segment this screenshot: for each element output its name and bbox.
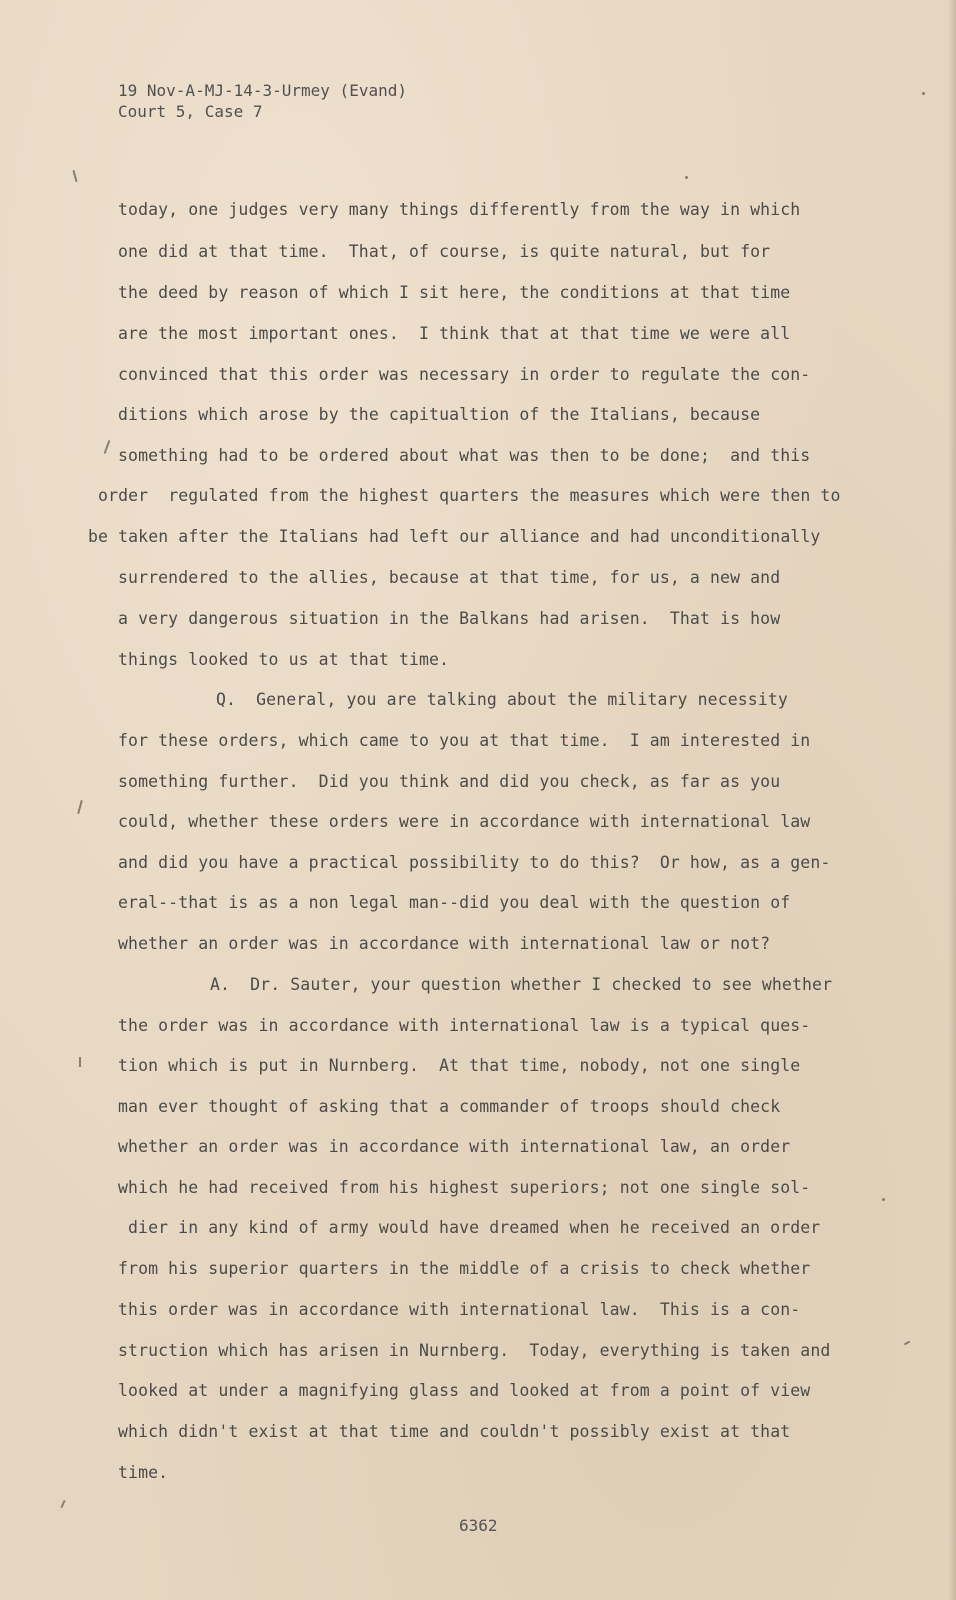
- body-line: could, whether these orders were in accordance with international law: [118, 812, 811, 831]
- body-line: struction which has arisen in Nurnberg. Today, everything is taken and: [118, 1341, 831, 1360]
- body-line: A. Dr. Sauter, your question whether I checked to see whether: [210, 975, 833, 994]
- body-line: order regulated from the highest quarters the measures which were then to: [98, 486, 841, 505]
- body-line: whether an order was in accordance with international law or not?: [118, 934, 771, 953]
- body-line: time.: [118, 1463, 169, 1482]
- body-line: convinced that this order was necessary in order to regulate the con-: [118, 365, 811, 384]
- body-line: Q. General, you are talking about the military necessity: [216, 690, 788, 709]
- body-line: are the most important ones. I think that at that time we were all: [118, 324, 791, 343]
- paper-blemish: [922, 92, 925, 95]
- page-number: 6362: [459, 1516, 498, 1535]
- body-line: today, one judges very many things differently from the way in which: [118, 200, 801, 219]
- body-line: the order was in accordance with international law is a typical ques-: [118, 1016, 811, 1035]
- document-header: [118, 80, 407, 122]
- body-line: dier in any kind of army would have dreamed when he received an order: [128, 1218, 821, 1237]
- body-line: be taken after the Italians had left our alliance and had unconditionally: [88, 527, 821, 546]
- paper-blemish: [72, 170, 77, 182]
- body-line: surrendered to the allies, because at that time, for us, a new and: [118, 568, 781, 587]
- body-line: and did you have a practical possibility to do this? Or how, as a gen-: [118, 853, 831, 872]
- body-line: whether an order was in accordance with international law, an order: [118, 1137, 791, 1156]
- paper-blemish: [685, 176, 688, 179]
- body-line: something had to be ordered about what was then to be done; and this: [118, 446, 811, 465]
- body-line: this order was in accordance with international law. This is a con-: [118, 1300, 801, 1319]
- paper-blemish: [77, 800, 83, 814]
- body-line: looked at under a magnifying glass and looked at from a point of view: [118, 1381, 811, 1400]
- body-line: things looked to us at that time.: [118, 650, 450, 669]
- body-line: which didn't exist at that time and couldn't possibly exist at that: [118, 1422, 791, 1441]
- paper-blemish: [882, 1198, 885, 1201]
- body-line: man ever thought of asking that a commander of troops should check: [118, 1097, 781, 1116]
- paper-blemish: [60, 1500, 65, 1508]
- paper-blemish: [104, 440, 111, 454]
- paper-blemish: [904, 1341, 910, 1346]
- body-line: eral--that is as a non legal man--did you deal with the question of: [118, 893, 791, 912]
- body-line: from his superior quarters in the middle of a crisis to check whether: [118, 1259, 811, 1278]
- header-case-reference: 19 Nov-A-MJ-14-3-Urmey (Evand): [118, 81, 407, 100]
- body-line: ditions which arose by the capitualtion of the Italians, because: [118, 405, 761, 424]
- body-line: which he had received from his highest superiors; not one single sol-: [118, 1178, 811, 1197]
- body-line: for these orders, which came to you at that time. I am interested in: [118, 731, 811, 750]
- page-edge-shadow: [948, 0, 956, 1600]
- body-line: something further. Did you think and did you check, as far as you: [118, 772, 781, 791]
- paper-blemish: [79, 1057, 81, 1067]
- body-line: tion which is put in Nurnberg. At that time, nobody, not one single: [118, 1056, 801, 1075]
- body-line: a very dangerous situation in the Balkans had arisen. That is how: [118, 609, 781, 628]
- header-court-case: Court 5, Case 7: [118, 102, 263, 121]
- body-line: the deed by reason of which I sit here, the conditions at that time: [118, 283, 791, 302]
- body-line: one did at that time. That, of course, is quite natural, but for: [118, 242, 771, 261]
